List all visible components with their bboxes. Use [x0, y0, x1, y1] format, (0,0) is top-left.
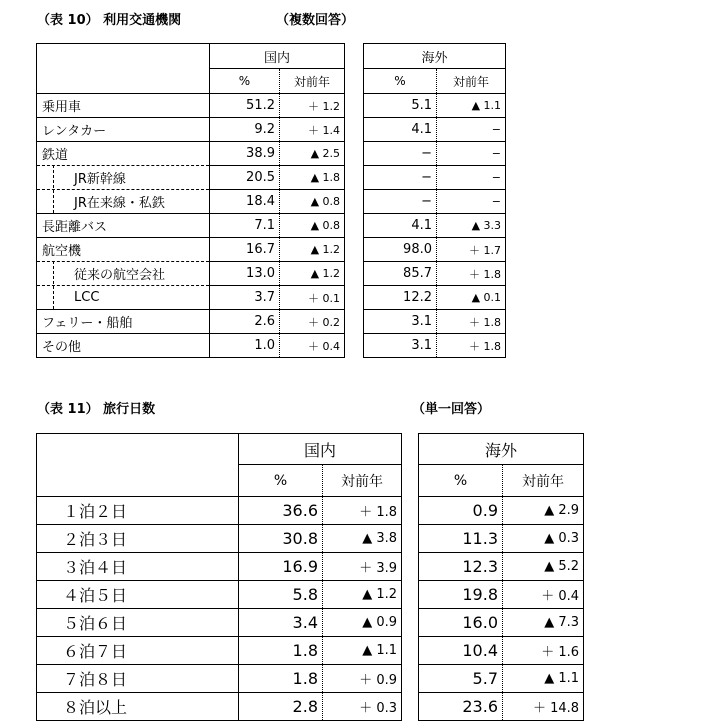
table11-ovs-col-yoy: 対前年 [522, 473, 564, 490]
row-label: JR在来線・私鉄 [37, 190, 210, 214]
row-label: ７泊８日 [37, 665, 239, 693]
overseas-yoy: ▲ 1.1 [503, 665, 584, 693]
overseas-yoy: ＋ 14.8 [503, 693, 584, 721]
domestic-yoy: ＋ 1.2 [280, 94, 345, 118]
table-row [364, 142, 506, 166]
table-row [37, 262, 345, 286]
table-row [364, 286, 506, 310]
overseas-pct: 12.3 [419, 553, 503, 581]
row-label: 鉄道 [37, 142, 210, 166]
overseas-yoy: ＋ 1.8 [437, 262, 506, 286]
overseas-yoy: − [437, 142, 506, 166]
domestic-yoy: ▲ 0.8 [280, 190, 345, 214]
domestic-pct: 1.8 [239, 637, 323, 665]
row-label: 長距離バス [37, 214, 210, 238]
domestic-yoy: ▲ 1.1 [323, 637, 402, 665]
group-bracket [53, 261, 54, 309]
overseas-yoy: ▲ 5.2 [503, 553, 584, 581]
domestic-pct: 13.0 [210, 262, 280, 286]
overseas-pct: 3.1 [364, 334, 437, 358]
overseas-yoy: ▲ 2.9 [503, 497, 584, 525]
overseas-pct: 98.0 [364, 238, 437, 262]
domestic-pct: 1.0 [210, 334, 280, 358]
table11-answer-type: （単一回答） [412, 402, 491, 417]
overseas-pct: − [364, 190, 437, 214]
table-row [37, 553, 402, 581]
row-label: JR新幹線 [37, 166, 210, 190]
domestic-pct: 51.2 [210, 94, 280, 118]
table11-ovs-col-pct: % [419, 465, 503, 497]
table10-overseas-header: 海外 [364, 44, 506, 69]
overseas-pct: 3.1 [364, 310, 437, 334]
table11-col-pct: % [239, 465, 323, 497]
row-label: その他 [37, 334, 210, 358]
domestic-pct: 2.8 [239, 693, 323, 721]
table-row [419, 553, 584, 581]
table-row [37, 214, 345, 238]
domestic-pct: 18.4 [210, 190, 280, 214]
overseas-pct: 23.6 [419, 693, 503, 721]
table10-col-pct: % [210, 69, 280, 94]
overseas-yoy: ▲ 0.3 [503, 525, 584, 553]
table-row [364, 118, 506, 142]
domestic-yoy: ＋ 1.8 [323, 497, 402, 525]
table-row [37, 310, 345, 334]
domestic-yoy: ＋ 0.2 [280, 310, 345, 334]
table-row [37, 609, 402, 637]
row-label: ６泊７日 [37, 637, 239, 665]
table-row [37, 665, 402, 693]
domestic-yoy: ＋ 1.4 [280, 118, 345, 142]
domestic-yoy: ＋ 0.9 [323, 665, 402, 693]
table-row [419, 497, 584, 525]
row-label: 航空機 [37, 238, 210, 262]
overseas-yoy: − [437, 190, 506, 214]
overseas-yoy: − [437, 166, 506, 190]
table11-title: （表 11） 旅行日数 [37, 402, 156, 417]
table10-domestic [36, 43, 345, 358]
domestic-yoy: ▲ 0.8 [280, 214, 345, 238]
overseas-yoy: ▲ 1.1 [437, 94, 506, 118]
overseas-yoy: ▲ 0.1 [437, 286, 506, 310]
table-row [37, 497, 402, 525]
table-row [37, 637, 402, 665]
table10-col-yoy: 対前年 [294, 74, 331, 89]
overseas-pct: 4.1 [364, 214, 437, 238]
domestic-yoy: ▲ 1.2 [280, 238, 345, 262]
table11-overseas [418, 433, 584, 721]
table-row [364, 166, 506, 190]
row-label: ４泊５日 [37, 581, 239, 609]
domestic-yoy: ▲ 2.5 [280, 142, 345, 166]
table11-overseas-header: 海外 [419, 434, 584, 465]
domestic-pct: 16.9 [239, 553, 323, 581]
table-row [37, 693, 402, 721]
overseas-yoy: ▲ 7.3 [503, 609, 584, 637]
overseas-pct: − [364, 166, 437, 190]
table-row [37, 286, 345, 310]
overseas-pct: 85.7 [364, 262, 437, 286]
table-row [364, 238, 506, 262]
overseas-pct: 5.7 [419, 665, 503, 693]
table-row [419, 637, 584, 665]
table-row [419, 525, 584, 553]
table-row [37, 118, 345, 142]
table-row [419, 581, 584, 609]
overseas-pct: 0.9 [419, 497, 503, 525]
row-label: フェリー・船舶 [37, 310, 210, 334]
table-row [37, 581, 402, 609]
domestic-pct: 30.8 [239, 525, 323, 553]
overseas-yoy: ＋ 1.8 [437, 334, 506, 358]
row-label: ３泊４日 [37, 553, 239, 581]
domestic-pct: 1.8 [239, 665, 323, 693]
domestic-yoy: ▲ 1.2 [280, 262, 345, 286]
domestic-yoy: ▲ 3.8 [323, 525, 402, 553]
table10-ovs-col-pct: % [364, 69, 437, 94]
overseas-yoy: ＋ 1.6 [503, 637, 584, 665]
table10-ovs-col-yoy: 対前年 [453, 74, 490, 89]
table11-domestic [36, 433, 402, 721]
overseas-pct: 16.0 [419, 609, 503, 637]
domestic-yoy: ＋ 0.1 [280, 286, 345, 310]
domestic-yoy: ▲ 1.8 [280, 166, 345, 190]
row-label: ８泊以上 [37, 693, 239, 721]
table10-overseas [363, 43, 506, 358]
table-row [364, 310, 506, 334]
overseas-pct: 10.4 [419, 637, 503, 665]
row-label: レンタカー [37, 118, 210, 142]
table-row [37, 525, 402, 553]
overseas-pct: 12.2 [364, 286, 437, 310]
table11-col-yoy: 対前年 [341, 473, 383, 490]
table-row [364, 190, 506, 214]
overseas-pct: 5.1 [364, 94, 437, 118]
overseas-pct: 4.1 [364, 118, 437, 142]
domestic-pct: 36.6 [239, 497, 323, 525]
table-row [364, 94, 506, 118]
row-label: 乗用車 [37, 94, 210, 118]
overseas-pct: 11.3 [419, 525, 503, 553]
table-row [37, 238, 345, 262]
overseas-pct: 19.8 [419, 581, 503, 609]
row-label: ２泊３日 [37, 525, 239, 553]
domestic-yoy: ▲ 0.9 [323, 609, 402, 637]
table10-title: （表 10） 利用交通機関 [37, 13, 182, 28]
table-row [419, 665, 584, 693]
group-bracket [53, 165, 54, 213]
row-label: LCC [37, 286, 210, 310]
overseas-yoy: ＋ 1.7 [437, 238, 506, 262]
table-row [364, 214, 506, 238]
overseas-yoy: − [437, 118, 506, 142]
domestic-pct: 5.8 [239, 581, 323, 609]
table-row [364, 334, 506, 358]
table-row [419, 693, 584, 721]
domestic-pct: 38.9 [210, 142, 280, 166]
domestic-yoy: ＋ 3.9 [323, 553, 402, 581]
domestic-pct: 3.7 [210, 286, 280, 310]
domestic-pct: 3.4 [239, 609, 323, 637]
row-label: ５泊６日 [37, 609, 239, 637]
domestic-yoy: ▲ 1.2 [323, 581, 402, 609]
domestic-pct: 16.7 [210, 238, 280, 262]
table10-answer-type: （複数回答） [276, 13, 355, 28]
table-row [364, 262, 506, 286]
table10-domestic-header: 国内 [210, 44, 345, 69]
overseas-yoy: ＋ 1.8 [437, 310, 506, 334]
table-row [419, 609, 584, 637]
table11-domestic-header: 国内 [239, 434, 402, 465]
table-row [37, 334, 345, 358]
domestic-pct: 2.6 [210, 310, 280, 334]
domestic-pct: 9.2 [210, 118, 280, 142]
overseas-pct: − [364, 142, 437, 166]
domestic-pct: 20.5 [210, 166, 280, 190]
overseas-yoy: ＋ 0.4 [503, 581, 584, 609]
table-row [37, 190, 345, 214]
domestic-pct: 7.1 [210, 214, 280, 238]
domestic-yoy: ＋ 0.4 [280, 334, 345, 358]
overseas-yoy: ▲ 3.3 [437, 214, 506, 238]
domestic-yoy: ＋ 0.3 [323, 693, 402, 721]
row-label: １泊２日 [37, 497, 239, 525]
row-label: 従来の航空会社 [37, 262, 210, 286]
table-row [37, 142, 345, 166]
table-row [37, 166, 345, 190]
table-row [37, 94, 345, 118]
